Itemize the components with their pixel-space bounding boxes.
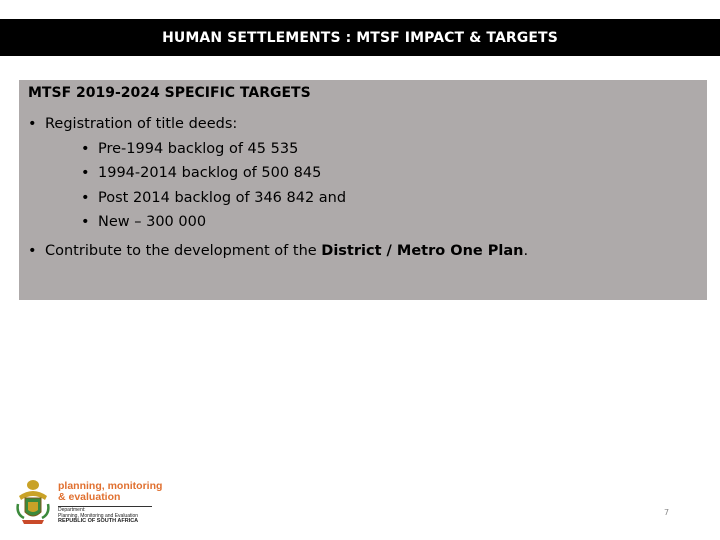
targets-list [28,112,698,263]
targets-box [19,80,707,300]
list-item [28,239,698,264]
logo-dept-label: Department: [58,507,86,513]
list-item [81,186,698,211]
logo-line-2: & evaluation [58,491,121,503]
list-item [81,161,698,186]
bullet-one-plan-suffix: . [523,242,529,259]
dpme-logo [14,478,164,528]
list-item [81,210,698,235]
logo-department-text [58,508,138,525]
logo-wordmark [58,481,162,503]
slide-title-bar [0,19,720,56]
list-item [28,112,698,235]
title-deeds-sublist [45,137,698,235]
coat-of-arms-icon [14,478,52,528]
bullet-one-plan-bold: District / Metro One Plan [321,242,524,259]
targets-heading: MTSF 2019-2024 SPECIFIC TARGETS [28,85,311,101]
sub-item-pre-1994: Pre-1994 backlog of 45 535 [98,140,299,157]
sub-item-1994-2014: 1994-2014 backlog of 500 845 [98,165,322,181]
sub-item-post-2014: Post 2014 backlog of 346 842 and [98,189,347,206]
logo-line-1: planning, monitoring [58,480,163,492]
bullet-one-plan-prefix: Contribute to the development of the [45,242,322,259]
list-item [81,137,698,162]
logo-country: REPUBLIC OF SOUTH AFRICA [58,518,139,524]
sub-item-new: New – 300 000 [98,214,207,230]
page-number: 7 [664,508,670,517]
logo-dept-name: Planning, Monitoring and Evaluation [58,512,139,519]
slide-title: HUMAN SETTLEMENTS : MTSF IMPACT & TARGETS [162,29,558,46]
bullet-title-deeds: Registration of title deeds: [45,116,238,132]
